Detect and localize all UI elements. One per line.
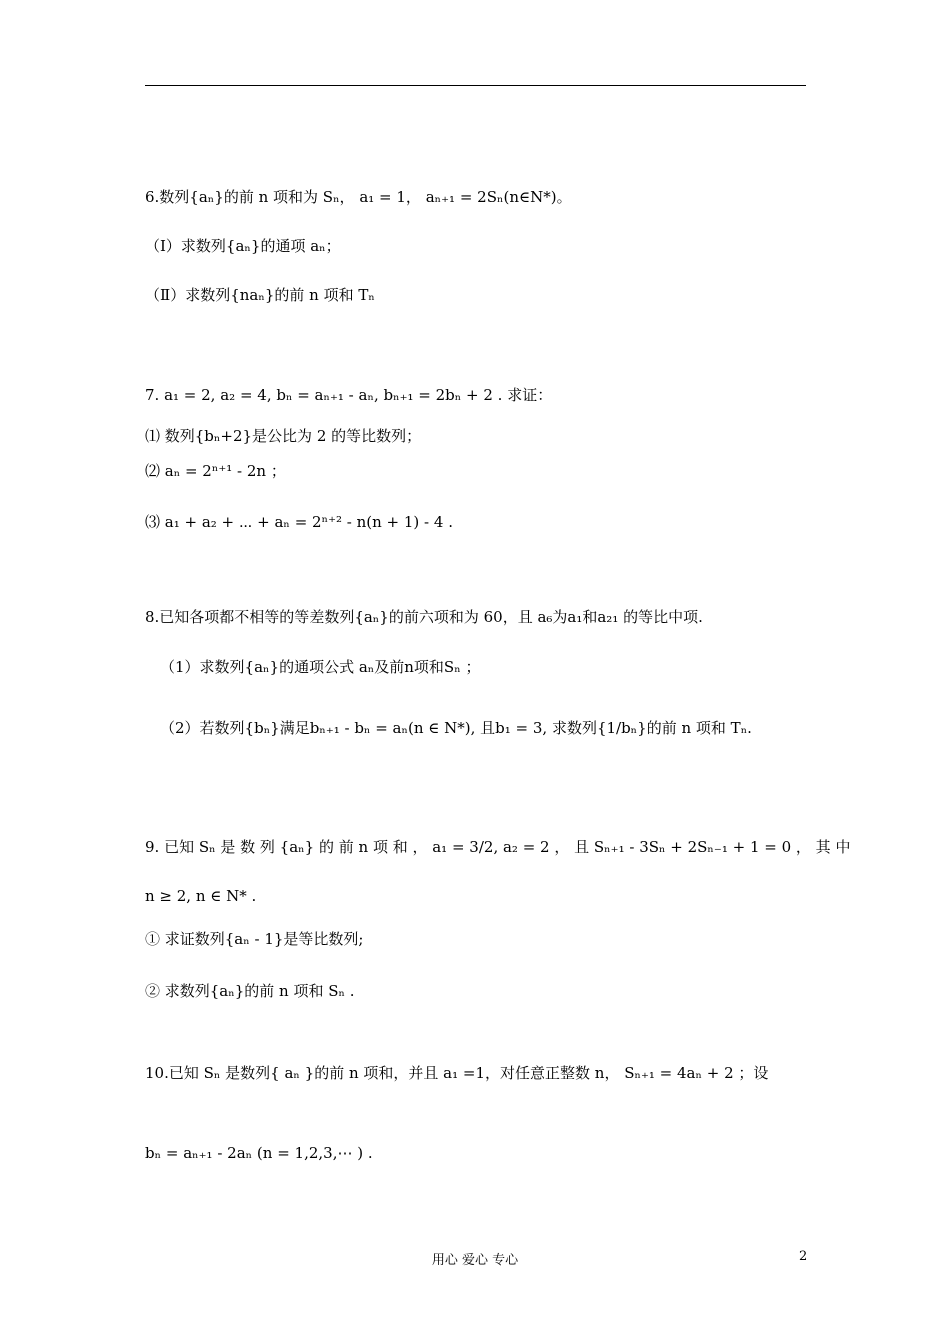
problem-10-stem-continued: bₙ = aₙ₊₁ - 2aₙ (n = 1,2,3,⋯ ) . bbox=[145, 1144, 373, 1162]
problem-8-part-1: （1）求数列{aₙ}的通项公式 aₙ及前n项和Sₙ ； bbox=[160, 658, 481, 676]
problem-6-stem: 6.数列{aₙ}的前 n 项和为 Sₙ， a₁ = 1， aₙ₊₁ = 2Sₙ(n∈N*)。 bbox=[145, 188, 572, 206]
problem-9-stem-continued: n ≥ 2, n ∈ N* . bbox=[145, 887, 257, 905]
problem-10-stem: 10.已知 Sₙ 是数列{ aₙ }的前 n 项和，并且 a₁ =1，对任意正整数 n， Sₙ₊₁ = 4aₙ + 2 ；设 bbox=[145, 1064, 769, 1082]
footer-slogan: 用心 爱心 专心 bbox=[431, 1253, 519, 1268]
problem-6-part-1: （Ⅰ）求数列{aₙ}的通项 aₙ； bbox=[145, 237, 341, 255]
problem-8-part-2: （2）若数列{bₙ}满足bₙ₊₁ - bₙ = aₙ(n ∈ N*), 且b₁ = 3, 求数列{1/bₙ}的前 n 项和 Tₙ. bbox=[160, 719, 752, 737]
problem-7-stem: 7. a₁ = 2, a₂ = 4, bₙ = aₙ₊₁ - aₙ, bₙ₊₁ = 2bₙ + 2 . 求证： bbox=[145, 386, 553, 404]
problem-9-part-2: ② 求数列{aₙ}的前 n 项和 Sₙ . bbox=[145, 982, 355, 1000]
problem-7-part-1: ⑴ 数列{bₙ+2}是公比为 2 的等比数列； bbox=[145, 427, 422, 445]
problem-7-part-2: ⑵ aₙ = 2ⁿ⁺¹ - 2n ； bbox=[145, 462, 286, 480]
problem-7-part-3: ⑶ a₁ + a₂ + ⋯ + aₙ = 2ⁿ⁺² - n(n + 1) - 4 . bbox=[145, 513, 453, 531]
problem-9-stem: 9. 已知 Sₙ 是 数 列 {aₙ} 的 前 n 项 和 ， a₁ = 3/2, a₂ = 2 ， 且 Sₙ₊₁ - 3Sₙ + 2Sₙ₋₁ + 1 = 0 ， 其 中 bbox=[145, 838, 851, 856]
problem-8-stem: 8.已知各项都不相等的等差数列{aₙ}的前六项和为 60，且 a₆为a₁和a₂₁ 的等比中项. bbox=[145, 608, 703, 626]
page-number: 2 bbox=[799, 1249, 808, 1264]
problem-6-part-2: （Ⅱ）求数列{naₙ}的前 n 项和 Tₙ bbox=[145, 286, 375, 304]
header-rule bbox=[145, 85, 806, 86]
problem-9-part-1: ① 求证数列{aₙ - 1}是等比数列; bbox=[145, 930, 364, 948]
